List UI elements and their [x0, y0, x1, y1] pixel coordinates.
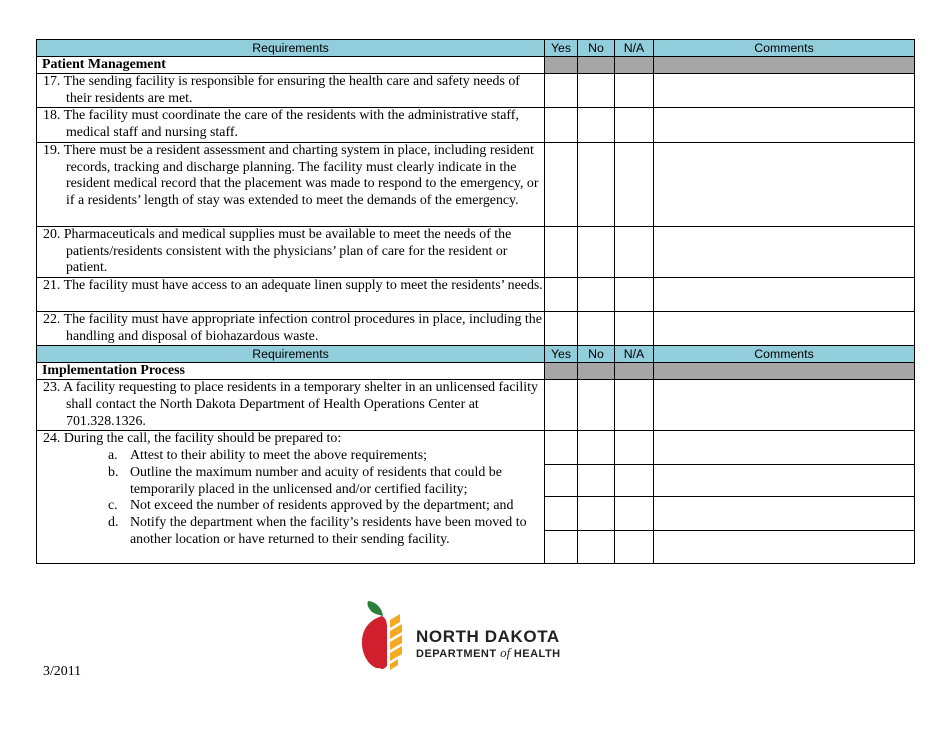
header-yes: Yes [545, 40, 578, 57]
no-cell[interactable] [578, 431, 615, 465]
sub-item [37, 465, 544, 498]
yes-cell[interactable] [545, 142, 578, 226]
sub-item [37, 515, 544, 548]
table-row [37, 74, 915, 108]
section-row-patient-management [37, 57, 915, 74]
table-header-row [37, 40, 915, 57]
yes-cell[interactable] [545, 431, 578, 465]
logo-name: NORTH DAKOTA [416, 627, 560, 646]
comments-cell[interactable] [654, 108, 915, 142]
table-row [37, 311, 915, 345]
comments-cell[interactable] [654, 431, 915, 465]
sub-item-letter: a. [108, 448, 118, 464]
comments-cell[interactable] [654, 497, 915, 531]
yes-cell[interactable] [545, 380, 578, 431]
header-yes: Yes [545, 346, 578, 363]
header-na: N/A [615, 346, 654, 363]
na-cell[interactable] [615, 531, 654, 564]
header-comments: Comments [654, 346, 915, 363]
na-cell[interactable] [615, 226, 654, 277]
sub-item [37, 498, 544, 515]
no-cell[interactable] [578, 311, 615, 345]
header-na: N/A [615, 40, 654, 57]
yes-cell[interactable] [545, 311, 578, 345]
requirement-text: 21. The facility must have access to an adequate linen supply to meet the residents’ needs. [43, 277, 543, 293]
logo-wordmark [416, 627, 561, 661]
table-row [37, 277, 915, 311]
section-row-implementation-process [37, 363, 915, 380]
requirements-checklist-table [36, 39, 915, 564]
section-title: Implementation Process [37, 363, 545, 380]
sub-item-text: Notify the department when the facility’s residents have been moved to another location or have returned to their sending facility. [130, 514, 527, 547]
no-cell[interactable] [578, 74, 615, 108]
header-requirements: Requirements [37, 346, 545, 363]
header-no: No [578, 346, 615, 363]
na-cell[interactable] [615, 465, 654, 497]
requirement-text: 19. There must be a resident assessment and charting system in place, including resident records, tracking and discharge planning. The facility must clearly indicate in the resident medical record that the placement was made to respond to the emergency, or if a residents’ length of stay was extended to meet the demands of the emergency. [43, 142, 539, 208]
sub-item-letter: d. [108, 514, 119, 530]
comments-cell[interactable] [654, 531, 915, 564]
comments-cell[interactable] [654, 311, 915, 345]
comments-cell[interactable] [654, 380, 915, 431]
na-cell[interactable] [615, 277, 654, 311]
yes-cell[interactable] [545, 465, 578, 497]
na-cell[interactable] [615, 311, 654, 345]
table-row [37, 431, 915, 465]
no-cell[interactable] [578, 465, 615, 497]
apple-wheat-logo-icon [360, 600, 410, 672]
header-no: No [578, 40, 615, 57]
sub-item-text: Not exceed the number of residents approved by the department; and [130, 498, 514, 514]
no-cell[interactable] [578, 277, 615, 311]
sub-item-letter: c. [108, 498, 118, 514]
comments-cell[interactable] [654, 142, 915, 226]
sub-item-text: Attest to their ability to meet the above requirements; [130, 448, 428, 464]
logo-department: DEPARTMENT of HEALTH [416, 645, 561, 660]
yes-cell[interactable] [545, 226, 578, 277]
no-cell[interactable] [578, 226, 615, 277]
no-cell[interactable] [578, 531, 615, 564]
sub-item [37, 448, 544, 465]
requirement-text: 17. The sending facility is responsible for ensuring the health care and safety needs of their residents are met. [43, 74, 520, 106]
na-cell[interactable] [615, 497, 654, 531]
requirement-text: 18. The facility must coordinate the care of the residents with the administrative staff, medical staff and nursing staff. [43, 108, 519, 141]
na-cell[interactable] [615, 74, 654, 108]
yes-cell[interactable] [545, 108, 578, 142]
table-header-row [37, 346, 915, 363]
requirement-text: 20. Pharmaceuticals and medical supplies must be available to meet the needs of the patients/residents consistent with the physicians’ plan of care for the resident or patient. [43, 226, 512, 276]
no-cell[interactable] [578, 380, 615, 431]
no-cell[interactable] [578, 108, 615, 142]
section-title: Patient Management [37, 57, 545, 74]
yes-cell[interactable] [545, 497, 578, 531]
na-cell[interactable] [615, 108, 654, 142]
na-cell[interactable] [615, 380, 654, 431]
comments-cell[interactable] [654, 74, 915, 108]
requirement-text: 22. The facility must have appropriate infection control procedures in place, including the handling and disposal of biohazardous waste. [43, 311, 542, 344]
footer-date: 3/2011 [43, 664, 82, 679]
header-comments: Comments [654, 40, 915, 57]
comments-cell[interactable] [654, 226, 915, 277]
yes-cell[interactable] [545, 531, 578, 564]
comments-cell[interactable] [654, 465, 915, 497]
table-row [37, 142, 915, 226]
comments-cell[interactable] [654, 277, 915, 311]
table-row [37, 226, 915, 277]
sub-item-text: Outline the maximum number and acuity of residents that could be temporarily placed in the unlicensed and/or certified facility; [130, 464, 502, 497]
no-cell[interactable] [578, 142, 615, 226]
header-requirements: Requirements [37, 40, 545, 57]
yes-cell[interactable] [545, 74, 578, 108]
na-cell[interactable] [615, 431, 654, 465]
no-cell[interactable] [578, 497, 615, 531]
requirement-text: 24. During the call, the facility should be prepared to: [43, 431, 342, 447]
yes-cell[interactable] [545, 277, 578, 311]
table-row [37, 380, 915, 431]
requirement-text: 23. A facility requesting to place residents in a temporary shelter in an unlicensed facility shall contact the North Dakota Department of Health Operations Center at 701.328.1326. [43, 380, 538, 429]
table-row [37, 108, 915, 142]
na-cell[interactable] [615, 142, 654, 226]
sub-item-letter: b. [108, 464, 119, 480]
